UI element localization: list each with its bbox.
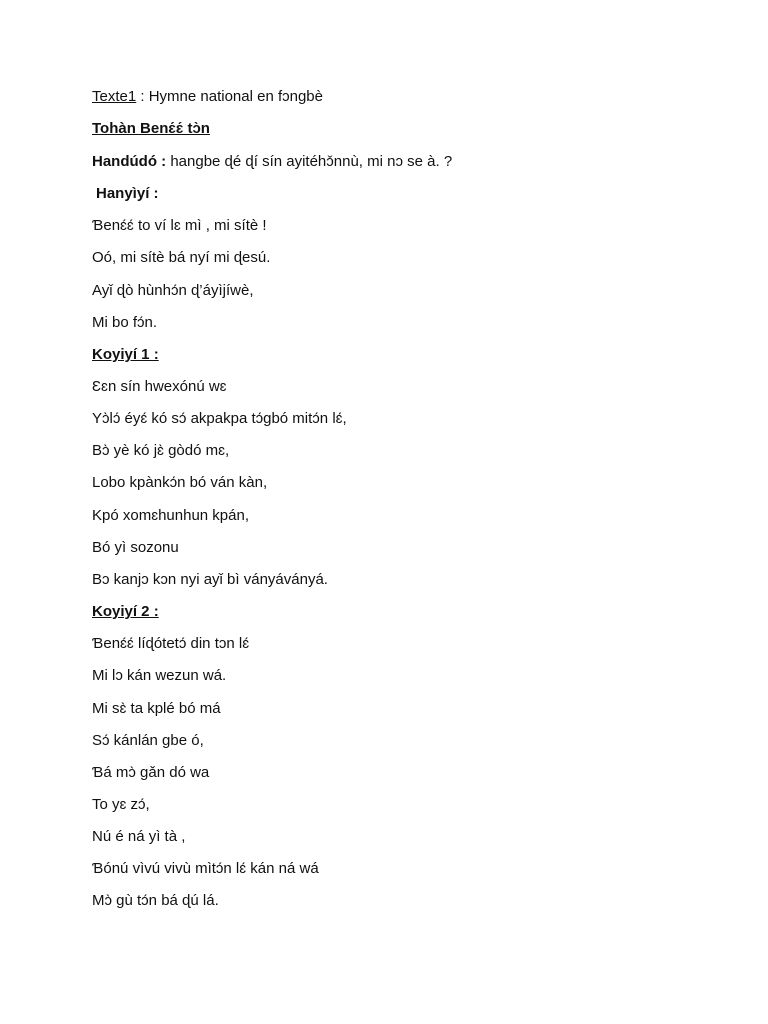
verse1-line: Bó yì sozonu <box>92 539 179 556</box>
anthem-title: Tohàn Benɛ́ɛ́ tɔ̀n <box>92 120 210 137</box>
verse2-line: Nú é ná yì tà , <box>92 828 186 845</box>
verse1-line: Bɔ̀ yè kó jɛ̀ gòdó mɛ, <box>92 442 230 459</box>
title-text: : Hymne national en fɔngbè <box>136 88 323 105</box>
verse1-line: Kpó xomɛhunhun kpán, <box>92 507 249 524</box>
verse2-line: Sɔ́ kánlán gbe ó, <box>92 732 204 749</box>
chorus-line: Oó, mi sítè bá nyí mi ɖesú. <box>92 249 271 266</box>
verse2-line: Ɓenɛ́ɛ́ líɖótetɔ́ din tɔn lɛ́ <box>92 635 250 652</box>
verse2-line: Ɓá mɔ̀ gǎn dó wa <box>92 764 210 781</box>
chorus-line: Mi bo fɔ́n. <box>92 314 158 331</box>
chorus-line: Ɓenɛ́ɛ́ to ví lɛ mì , mi sítè ! <box>92 217 267 234</box>
verse2-line: Mi sɛ̀ ta kplé bó má <box>92 700 221 717</box>
verse1-line: Lobo kpànkɔ́n bó ván kàn, <box>92 474 268 491</box>
verse1-line: Ɛɛn sín hwexónú wɛ <box>92 378 227 395</box>
chorus-line: Ayǐ ɖò hùnhɔ́n ɖ’áyìjíwè, <box>92 282 254 299</box>
chorus-heading: Hanyìyí : <box>96 185 159 202</box>
verse1-heading: Koyiyí 1 : <box>92 346 159 363</box>
composer-text: hangbe ɖé ɖí sín ayitéhɔ̌nnù, mi nɔ se à. ? <box>166 153 453 170</box>
verse1-line: Bɔ kanjɔ kɔn nyi ayǐ bì ványáványá. <box>92 571 328 588</box>
verse2-line: Mɔ̀ gù tɔ́n bá ɖú lá. <box>92 892 219 909</box>
verse1-line: Yɔ̀lɔ́ éyɛ́ kó sɔ́ akpakpa tɔ́gbó mitɔ́n lɛ́, <box>92 410 347 427</box>
composer-line <box>92 152 452 172</box>
verse2-line: Ɓónú vìvú vivù mìtɔ́n lɛ́ kán ná wá <box>92 860 319 877</box>
document-title <box>92 87 323 107</box>
title-label: Texte1 <box>92 88 137 105</box>
verse2-heading: Koyiyí 2 : <box>92 603 159 620</box>
verse2-line: Mi lɔ kán wezun wá. <box>92 667 227 684</box>
verse2-line: To yɛ zɔ́, <box>92 796 150 813</box>
composer-label: Handúdó : <box>92 153 167 170</box>
